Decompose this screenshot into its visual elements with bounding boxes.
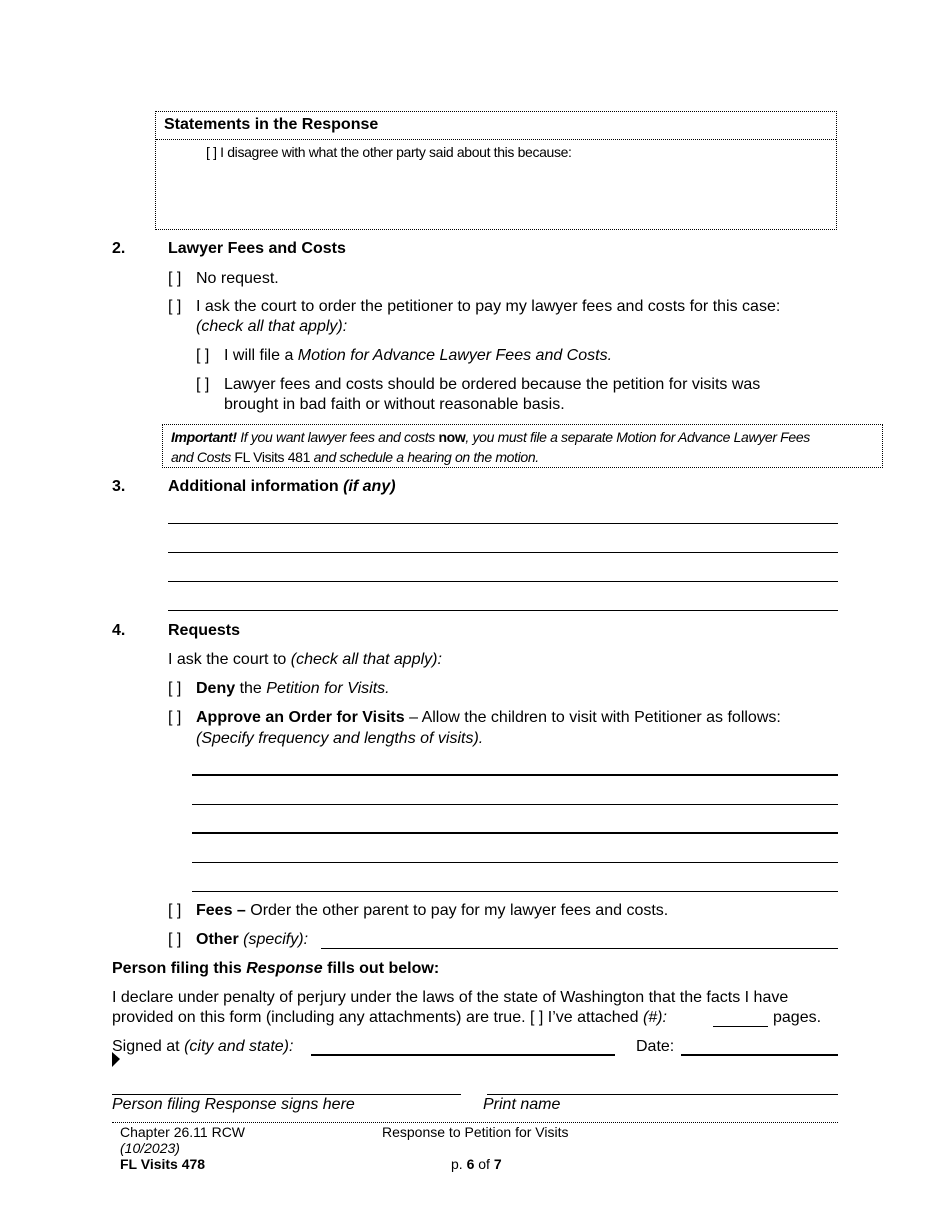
signature-flag-icon	[112, 1052, 120, 1068]
other-label-specify: (specify):	[238, 931, 309, 948]
signed-at-label	[112, 1038, 293, 1056]
fees-label-bold: Fees –	[196, 902, 246, 919]
signature-heading-suffix: fills out below:	[322, 960, 440, 977]
deny-label-bold: Deny	[196, 680, 236, 697]
date-field[interactable]	[681, 1054, 838, 1056]
disagree-checkbox[interactable]: [ ]	[206, 144, 217, 160]
visits-line-3[interactable]	[192, 832, 838, 834]
ask-fees-checkbox[interactable]: [ ]	[168, 298, 182, 315]
statements-box-header	[156, 112, 836, 140]
deny-label-the: the	[235, 680, 267, 697]
bad-faith-line-1: Lawyer fees and costs should be ordered because the petition for visits was	[224, 376, 761, 393]
requests-intro-check-all: (check all that apply):	[290, 651, 442, 668]
footer-form-id: FL Visits 478	[120, 1156, 206, 1172]
other-label-bold: Other	[196, 931, 239, 948]
statements-box	[155, 111, 837, 230]
bad-faith-option	[196, 376, 209, 394]
deny-option	[168, 680, 181, 698]
declaration-line-2-text: provided on this form (including any attachments) are true. [ ] I’ve attached	[112, 1009, 643, 1026]
no-request-checkbox[interactable]: [ ]	[168, 270, 182, 287]
signature-field[interactable]	[112, 1094, 461, 1095]
footer-form-title: Response to Petition for Visits	[382, 1124, 569, 1140]
motion-label	[224, 347, 612, 365]
visits-line-4[interactable]	[192, 862, 838, 863]
signed-at-field[interactable]	[311, 1054, 615, 1056]
additional-info-line-3[interactable]	[168, 581, 838, 582]
footer-page-current: 6	[466, 1156, 475, 1172]
approve-specify: (Specify frequency and lengths of visits).	[196, 730, 484, 747]
section-3-number: 3.	[112, 478, 126, 495]
other-label	[196, 931, 308, 949]
visits-line-5[interactable]	[192, 891, 838, 892]
no-request-option	[168, 270, 181, 288]
additional-info-line-2[interactable]	[168, 552, 838, 553]
signature-heading	[112, 960, 439, 978]
visits-line-1[interactable]	[192, 774, 838, 776]
section-3-title-qualifier: (if any)	[343, 478, 396, 495]
important-text-1: If you want lawyer fees and costs	[236, 429, 439, 445]
important-label: Important!	[171, 429, 237, 445]
fees-label	[196, 902, 668, 920]
deny-checkbox[interactable]: [ ]	[168, 680, 182, 697]
declaration-line-2	[112, 1009, 667, 1027]
fees-checkbox[interactable]: [ ]	[168, 902, 182, 919]
approve-option	[168, 709, 181, 727]
important-notice-box	[162, 424, 883, 468]
approve-label-rest: – Allow the children to visit with Petitioner as follows:	[404, 709, 781, 726]
date-label: Date:	[636, 1038, 675, 1055]
footer-page-number	[451, 1156, 502, 1172]
additional-info-line-4[interactable]	[168, 610, 838, 611]
important-text-3: and Costs	[171, 449, 231, 465]
disagree-text: I disagree with what the other party said about this because:	[220, 144, 572, 160]
signature-heading-response: Response	[246, 960, 323, 977]
signed-at-text: Signed at	[112, 1038, 185, 1055]
footer-page-of: of	[474, 1156, 494, 1172]
additional-info-line-1[interactable]	[168, 523, 838, 524]
motion-label-prefix: I will file a	[224, 347, 298, 364]
section-3-title	[168, 478, 396, 496]
footer-divider	[112, 1122, 838, 1123]
important-line-1	[171, 429, 810, 445]
signature-heading-prefix: Person filing this	[112, 960, 247, 977]
other-specify-line[interactable]	[321, 948, 838, 949]
motion-option	[196, 347, 209, 365]
deny-label	[196, 680, 390, 698]
no-request-label: No request.	[196, 270, 279, 287]
ask-fees-option	[168, 298, 181, 316]
section-2-title: Lawyer Fees and Costs	[168, 240, 346, 257]
fees-label-rest: Order the other parent to pay for my lawyer fees and costs.	[245, 902, 669, 919]
important-text-4: and schedule a hearing on the motion.	[310, 449, 539, 465]
declaration-pages-num-label: (#):	[642, 1009, 667, 1026]
footer-revision-date: (10/2023)	[120, 1140, 180, 1156]
other-option	[168, 931, 181, 949]
motion-checkbox[interactable]: [ ]	[196, 347, 210, 364]
requests-intro	[168, 651, 442, 669]
ask-fees-label: I ask the court to order the petitioner to pay my lawyer fees and costs for this case:	[196, 298, 781, 315]
bad-faith-line-2: brought in bad faith or without reasonable basis.	[224, 396, 565, 413]
approve-label	[196, 709, 781, 727]
approve-label-bold: Approve an Order for Visits	[196, 709, 405, 726]
requests-intro-text: I ask the court to	[168, 651, 291, 668]
section-3-title-text: Additional information	[168, 478, 344, 495]
signed-at-city-state: (city and state):	[184, 1038, 294, 1055]
important-now: now	[438, 429, 466, 445]
statements-box-title: Statements in the Response	[164, 116, 379, 133]
approve-checkbox[interactable]: [ ]	[168, 709, 182, 726]
section-4-number: 4.	[112, 622, 126, 639]
footer-chapter: Chapter 26.11 RCW	[120, 1124, 246, 1140]
ask-fees-check-all: (check all that apply):	[196, 318, 348, 335]
signs-here-label: Person filing Response signs here	[112, 1096, 355, 1113]
section-2-number: 2.	[112, 240, 126, 257]
bad-faith-checkbox[interactable]: [ ]	[196, 376, 210, 393]
other-checkbox[interactable]: [ ]	[168, 931, 182, 948]
visits-line-2[interactable]	[192, 804, 838, 805]
important-line-2	[171, 449, 539, 465]
attached-pages-field[interactable]	[713, 1026, 768, 1027]
declaration-line-1: I declare under penalty of perjury under the laws of the state of Washington that the facts I have	[112, 989, 789, 1006]
footer-page-total: 7	[493, 1156, 502, 1172]
fees-option	[168, 902, 181, 920]
section-4-title: Requests	[168, 622, 241, 639]
deny-label-petition: Petition for Visits.	[266, 680, 390, 697]
print-name-label: Print name	[483, 1096, 561, 1113]
declaration-pages-label: pages.	[773, 1009, 822, 1026]
important-form-ref: FL Visits 481	[230, 449, 311, 465]
motion-label-title: Motion for Advance Lawyer Fees and Costs.	[297, 347, 613, 364]
footer-page-prefix: p.	[451, 1156, 467, 1172]
important-text-2: , you must file a separate Motion for Advance Lawyer Fees	[465, 429, 810, 445]
print-name-field[interactable]	[487, 1094, 838, 1095]
disagree-line	[206, 144, 572, 160]
